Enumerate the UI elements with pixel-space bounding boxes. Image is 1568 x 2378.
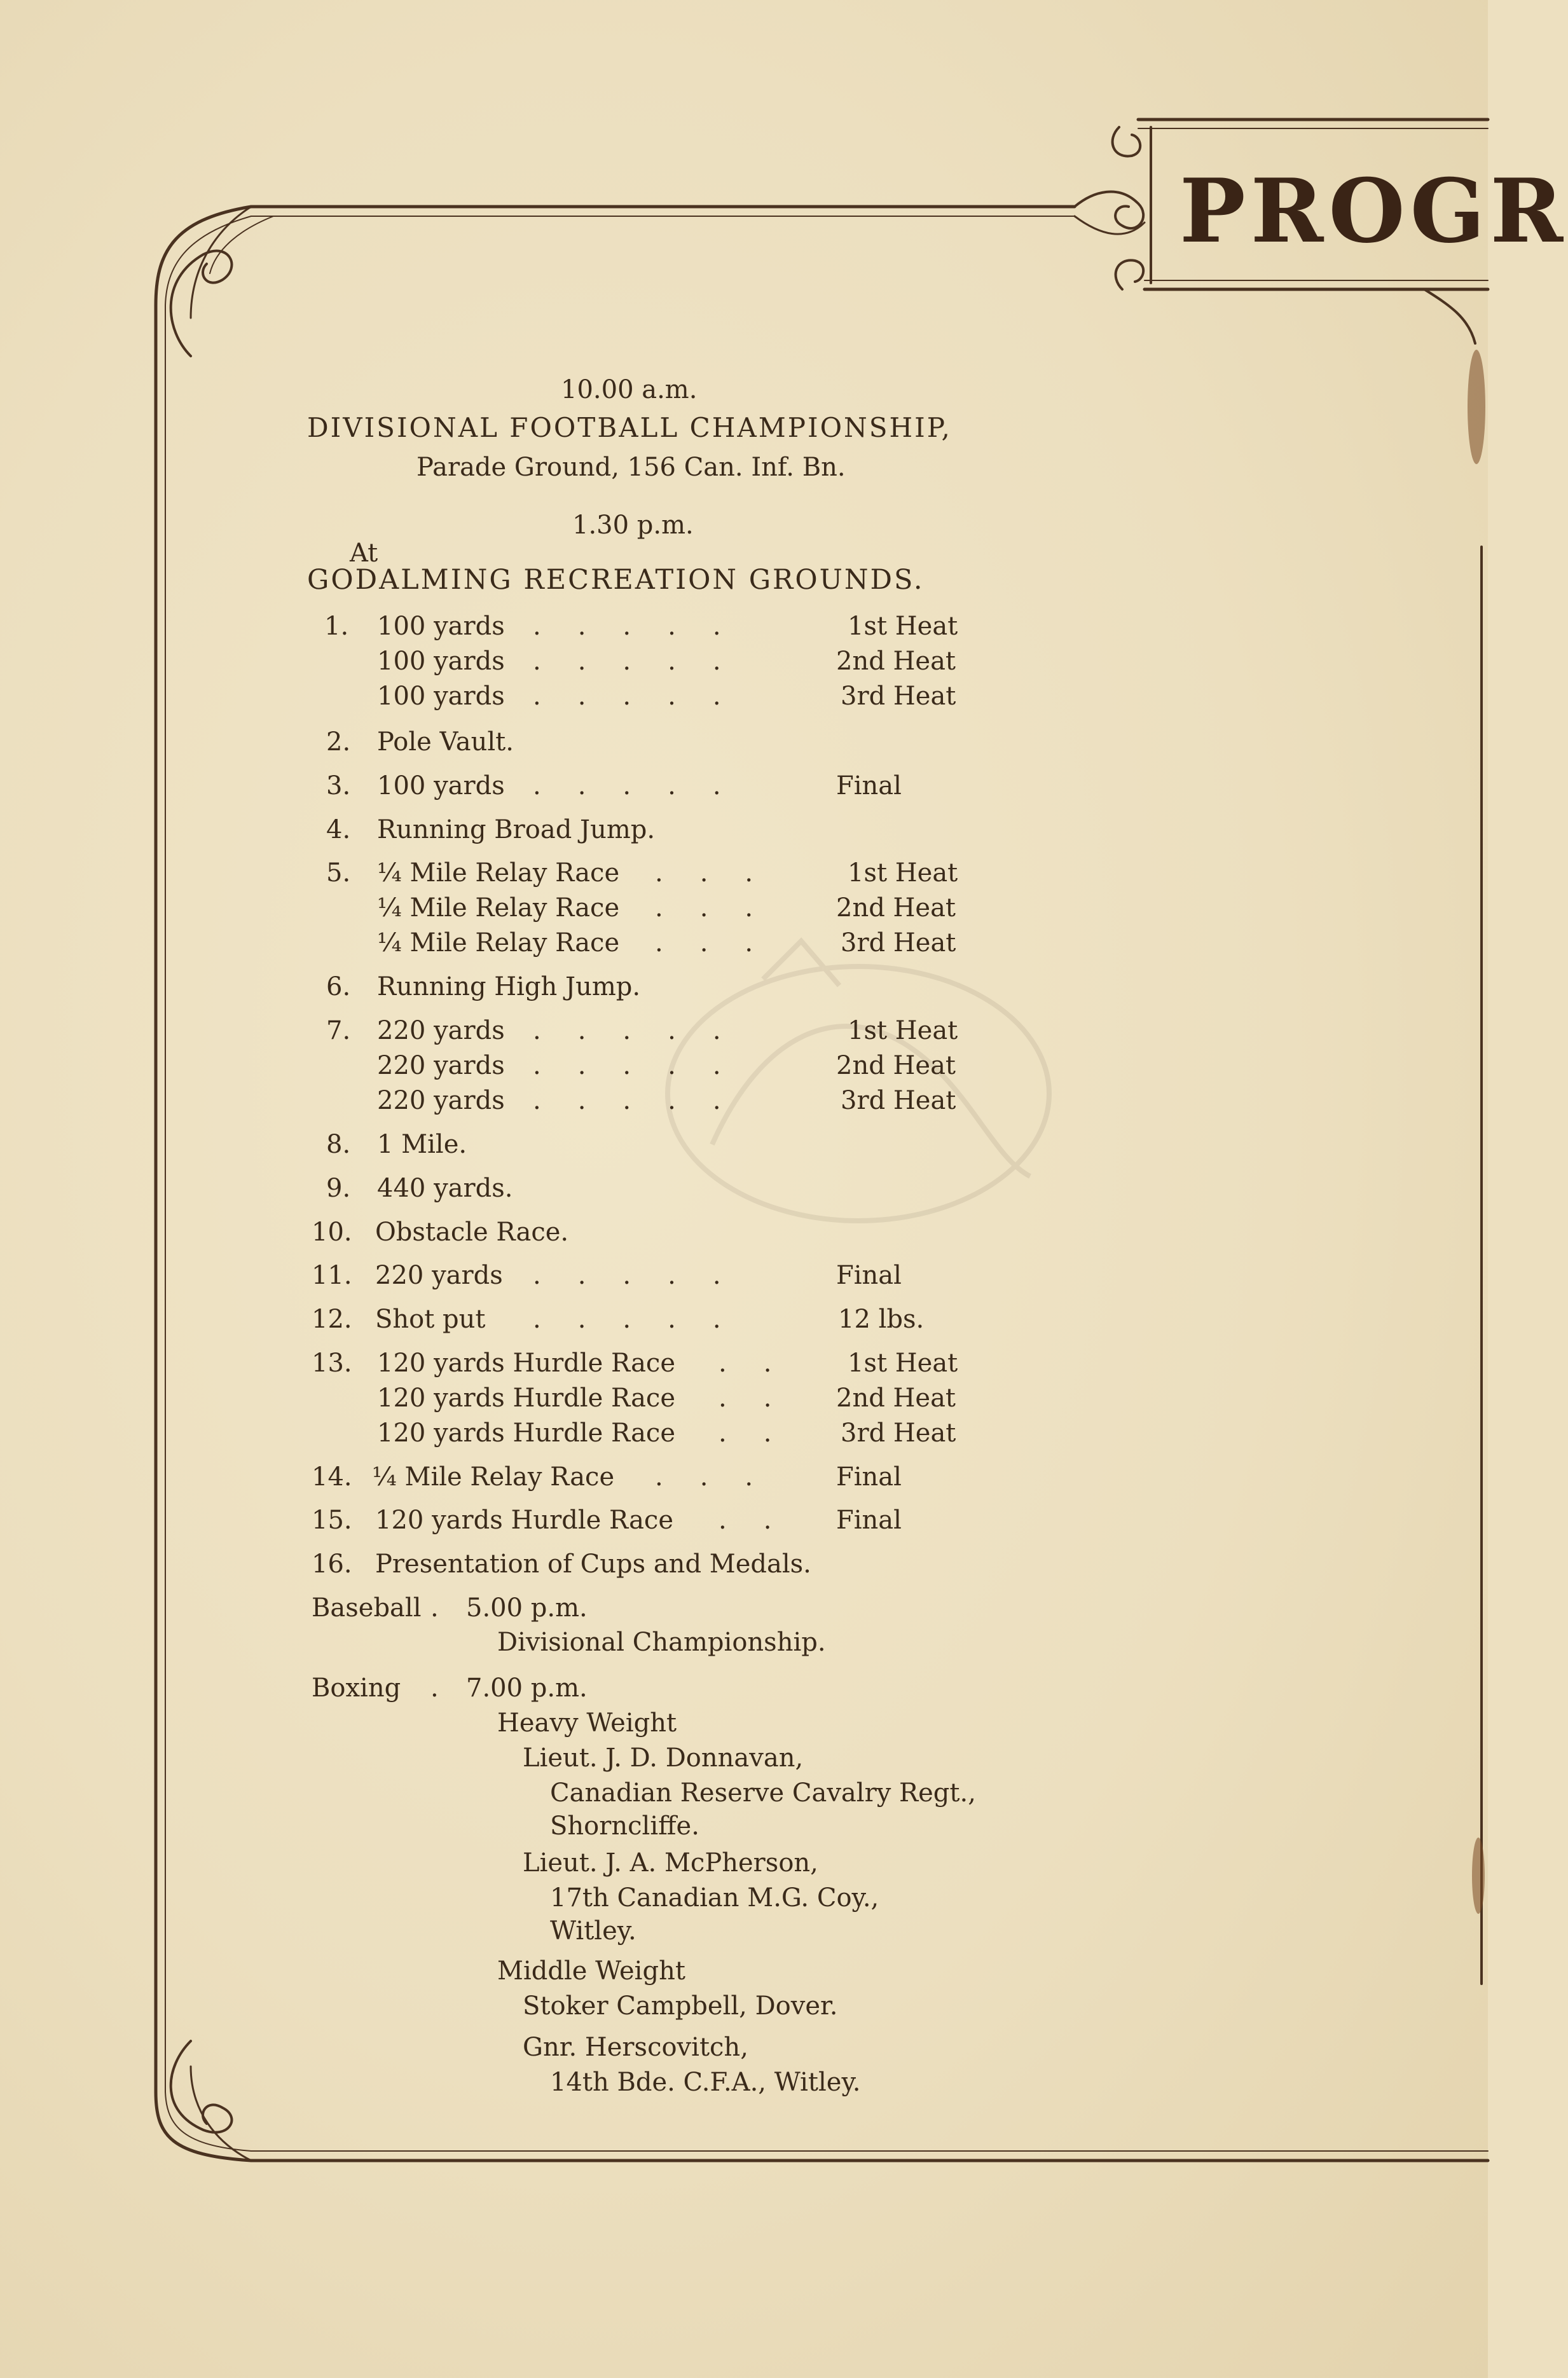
leader-dots: ..... — [533, 1261, 758, 1290]
leader-dots: ..... — [533, 1086, 758, 1115]
boxing-time: 7.00 p.m. — [466, 1674, 588, 1703]
boxer-name: Lieut. J. A. McPherson, — [523, 1848, 818, 1878]
event-name: 120 yards Hurdle Race — [377, 1349, 675, 1378]
boxer-unit: 17th Canadian M.G. Coy., — [550, 1883, 879, 1913]
leader-dots: ..... — [533, 1305, 758, 1334]
event-name: ¼ Mile Relay Race — [372, 1462, 615, 1492]
leader-dots: ... — [655, 858, 790, 888]
leader-dots: ..... — [533, 682, 758, 711]
boxer-name: Stoker Campbell, Dover. — [523, 1991, 838, 2021]
boxer-unit: 14th Bde. C.F.A., Witley. — [550, 2068, 861, 2097]
leader-dots: ..... — [533, 612, 758, 641]
event-heat: 1st Heat — [848, 612, 958, 641]
event-number: 16. — [312, 1550, 352, 1579]
event-name: 220 yards — [377, 1051, 505, 1080]
event-name: 220 yards — [377, 1016, 505, 1045]
football-time: 10.00 a.m. — [561, 375, 698, 404]
boxer-place: Witley. — [550, 1916, 636, 1946]
event-name: 100 yards — [377, 647, 505, 676]
heavy-weight-label: Heavy Weight — [497, 1708, 677, 1738]
event-number: 12. — [312, 1305, 352, 1334]
baseball-title: Divisional Championship. — [497, 1628, 826, 1657]
event-heat: 3rd Heat — [841, 928, 956, 958]
event-number: 1. — [324, 612, 349, 641]
event-number: 14. — [312, 1462, 352, 1492]
event-heat: 1st Heat — [848, 1349, 958, 1378]
program-title: PROGR — [1179, 159, 1568, 263]
event-number: 2. — [326, 727, 351, 757]
boxer-name: Lieut. J. D. Donnavan, — [523, 1743, 804, 1773]
event-number: 15. — [312, 1506, 352, 1535]
event-name: ¼ Mile Relay Race — [377, 893, 620, 923]
event-heat: 3rd Heat — [841, 1086, 956, 1115]
event-name: Obstacle Race. — [375, 1218, 569, 1247]
event-number: 3. — [326, 771, 351, 801]
event-name: 120 yards Hurdle Race — [375, 1506, 673, 1535]
leader-dots: ... — [655, 1462, 790, 1492]
event-heat: 1st Heat — [848, 1016, 958, 1045]
event-name: 120 yards Hurdle Race — [377, 1384, 675, 1413]
leader-dots: ..... — [533, 1016, 758, 1045]
event-number: 9. — [326, 1174, 351, 1203]
event-number: 13. — [312, 1349, 352, 1378]
event-name: 100 yards — [377, 682, 505, 711]
event-name: 100 yards — [377, 771, 505, 801]
leader-dots: ..... — [533, 1051, 758, 1080]
leader-dots: .. — [719, 1349, 809, 1378]
football-location: Parade Ground, 156 Can. Inf. Bn. — [416, 453, 846, 482]
baseball-time: 5.00 p.m. — [466, 1593, 588, 1623]
event-result: Final — [836, 1462, 902, 1492]
boxer-place: Shorncliffe. — [550, 1811, 699, 1841]
event-heat: 2nd Heat — [836, 1384, 956, 1413]
leader-dots: ... — [655, 893, 790, 923]
event-name: Pole Vault. — [377, 727, 514, 757]
event-heat: 3rd Heat — [841, 682, 956, 711]
event-result: Final — [836, 1261, 902, 1290]
event-name: ¼ Mile Relay Race — [377, 928, 620, 958]
event-result: Final — [836, 771, 902, 801]
event-result: 12 lbs. — [838, 1305, 925, 1334]
event-number: 7. — [326, 1016, 351, 1045]
event-name: ¼ Mile Relay Race — [377, 858, 620, 888]
event-heat: 2nd Heat — [836, 1051, 956, 1080]
event-heat: 1st Heat — [848, 858, 958, 888]
event-name: Running High Jump. — [377, 972, 641, 1001]
football-title: DIVISIONAL FOOTBALL CHAMPIONSHIP, — [307, 412, 952, 443]
event-heat: 2nd Heat — [836, 647, 956, 676]
event-number: 5. — [326, 858, 351, 888]
baseball-label: Baseball — [312, 1593, 422, 1623]
event-number: 10. — [312, 1218, 352, 1247]
boxer-unit: Canadian Reserve Cavalry Regt., — [550, 1778, 976, 1808]
event-name: 440 yards. — [377, 1174, 513, 1203]
event-heat: 2nd Heat — [836, 893, 956, 923]
leader-dots: .. — [719, 1506, 809, 1535]
event-number: 8. — [326, 1130, 351, 1159]
at-label: At — [350, 539, 378, 568]
event-name: 120 yards Hurdle Race — [377, 1419, 675, 1448]
middle-weight-label: Middle Weight — [497, 1956, 685, 1986]
leader-dots: ..... — [533, 771, 758, 801]
leader-dots: . — [430, 1674, 439, 1703]
event-name: Presentation of Cups and Medals. — [375, 1550, 811, 1579]
leader-dots: ..... — [533, 647, 758, 676]
event-name: 220 yards — [375, 1261, 503, 1290]
afternoon-time: 1.30 p.m. — [572, 511, 694, 540]
venue-title: GODALMING RECREATION GROUNDS. — [307, 564, 925, 596]
event-name: 100 yards — [377, 612, 505, 641]
leader-dots: ... — [655, 928, 790, 958]
boxing-label: Boxing — [312, 1674, 401, 1703]
event-result: Final — [836, 1506, 902, 1535]
event-name: Running Broad Jump. — [377, 815, 656, 844]
event-number: 4. — [326, 815, 351, 844]
boxer-name: Gnr. Herscovitch, — [523, 2033, 748, 2062]
event-heat: 3rd Heat — [841, 1419, 956, 1448]
leader-dots: .. — [719, 1419, 809, 1448]
event-name: 220 yards — [377, 1086, 505, 1115]
event-name: 1 Mile. — [377, 1130, 467, 1159]
leader-dots: . — [430, 1593, 439, 1623]
event-name: Shot put — [375, 1305, 486, 1334]
event-number: 11. — [312, 1261, 352, 1290]
event-number: 6. — [326, 972, 351, 1001]
leader-dots: .. — [719, 1384, 809, 1413]
